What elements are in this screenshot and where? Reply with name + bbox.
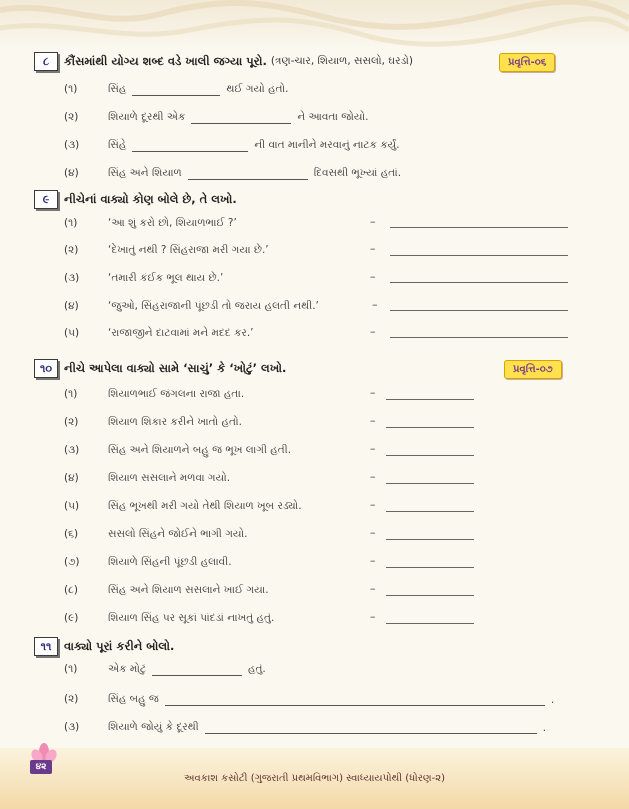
q11-item-3: (૩) શિયાળે જોયું કે દૂરથી . (64, 721, 547, 734)
q9-item-3: (૩) ‘તમારી કંઈક ભૂલ થાય છે.’ (64, 272, 224, 284)
answer-line[interactable] (386, 594, 474, 596)
q10-item-3: (૩) સિંહ અને શિયાળને બહુ જ ભૂખ લાગી હતી. (64, 444, 292, 456)
q11-title: વાક્યો પૂરાં કરીને બોલો. (64, 638, 175, 653)
q10-item-9: (૯) શિયાળ સિંહ પર સૂકાં પાંદડાં નાખતું હતું. (64, 612, 275, 624)
answer-line[interactable] (390, 281, 568, 283)
answer-line[interactable] (386, 510, 474, 512)
q8-item-2: (૨) શિયાળે દૂરથી એક ને આવતા જોયો. (64, 111, 369, 123)
answer-line[interactable] (386, 538, 474, 540)
q8-title: કૌંસમાંથી યોગ્ય શબ્દ વડે ખાલી જગ્યા પૂરો. (64, 53, 267, 68)
q10-item-8: (૮) સિંહ અને શિયાળ સસલાને ખાઈ ગયા. (64, 584, 269, 596)
q10-item-6: (૬) સસલો સિંહને જોઈને ભાગી ગયો. (64, 528, 248, 540)
q10-item-4: (૪) શિયાળ સસલાને મળવા ગયો. (64, 472, 231, 484)
footer-title: અવકાશ કસોટી (ગુજરાતી પ્રથમવિભાગ) સ્વાધ્યાયપોથી (ધોરણ-૨) (184, 773, 445, 784)
activity-badge-07: પ્રવૃત્તિ-૦૭ (504, 360, 562, 379)
q10-item-5: (૫) સિંહ ભૂખથી મરી ગયો તેથી શિયાળ ખૂબ રડ્યો. (64, 500, 302, 512)
q9-number: ૯ (34, 190, 58, 209)
q8-item-4: (૪) સિંહ અને શિયાળ દિવસથી ભૂખ્યાં હતાં. (64, 167, 402, 179)
q11-item-1: (૧) એક મોટું હતું. (64, 663, 266, 675)
q10-item-2: (૨) શિયાળ શિકાર કરીને ખાતો હતો. (64, 416, 242, 428)
answer-line[interactable] (386, 482, 474, 484)
answer-line[interactable] (390, 226, 568, 228)
activity-badge-06: પ્રવૃત્તિ-૦૬ (499, 53, 555, 72)
q8-item-1: (૧) સિંહ થઈ ગયો હતો. (64, 83, 289, 95)
fill-blank[interactable] (191, 111, 291, 124)
q8-item-3: (૩) સિંહે ની વાત માનીને મરવાનું નાટક કર્યું. (64, 139, 400, 151)
answer-line[interactable] (390, 336, 568, 338)
answer-line[interactable] (386, 426, 474, 428)
q11-number: ૧૧ (34, 637, 58, 656)
q10-item-1: (૧) શિયાળભાઈ જંગલના રાજા હતા. (64, 388, 245, 400)
fill-blank[interactable] (165, 693, 545, 706)
answer-line[interactable] (390, 254, 568, 256)
q11-heading (34, 636, 174, 656)
q9-item-1: (૧) ‘આ શું કરો છો, શિયાળભાઈ ?’ (64, 217, 237, 229)
q11-item-2: (૨) સિંહ બહુ જ . (64, 693, 555, 706)
q8-number: ૮ (34, 52, 58, 71)
q10-item-7: (૭) શિયાળે સિંહની પૂંછડી હલાવી. (64, 556, 232, 568)
fill-blank[interactable] (152, 663, 242, 676)
answer-line[interactable] (386, 454, 474, 456)
page-number: ૪૨ (30, 760, 52, 774)
q9-item-4: (૪) ‘જુઓ, સિંહરાજાની પૂંછડી તો જરાય હલતી નથી.’ (64, 300, 319, 312)
q10-number: ૧૦ (34, 359, 58, 378)
q8-heading (34, 51, 413, 71)
fill-blank[interactable] (205, 721, 537, 734)
answer-line[interactable] (386, 566, 474, 568)
answer-line[interactable] (386, 398, 474, 400)
q9-item-5: (૫) ‘રાજાજીને દાટવામાં મને મદદ કર.’ (64, 327, 254, 339)
fill-blank[interactable] (132, 139, 248, 152)
fill-blank[interactable] (188, 167, 308, 180)
answer-line[interactable] (386, 622, 474, 624)
q9-item-2: (૨) ‘દેખાતું નથી ? સિંહરાજા મરી ગયા છે.’ (64, 244, 269, 256)
q10-heading (34, 358, 286, 378)
q9-heading (34, 189, 237, 209)
q8-hint: (ત્રણ-ચાર, શિયાળ, સસલો, ઘરડો) (270, 54, 414, 67)
answer-line[interactable] (390, 309, 568, 311)
fill-blank[interactable] (132, 83, 220, 96)
q10-title: નીચે આપેલા વાક્યો સામે ‘સાચું’ કે ‘ખોટું’ લખો. (64, 360, 287, 375)
worksheet-page: ૮ કૌંસમાંથી યોગ્ય શબ્દ વડે ખાલી જગ્યા પૂરો. (ત્રણ-ચાર, શિયાળ, સસલો, ઘરડો) પ્રવૃત્તિ-૦૬ (૧) સિંહ થઈ ગયો હતો. (૨) શિયાળે દૂરથી એક ને આવતા જોયો. (૩) સિંહે ની વાત માનીને મરવાનું નાટક કર્યું. (૪) સિંહ અને શિયાળ દિવસથી ભૂખ્યાં હતાં. ૯ નીચેનાં વાક્યો કોણ બોલે છે, તે લખો. (૧) ‘આ શું કરો છો, શિયાળભાઈ ?’ – (૨) ‘દેખાતું નથી ? સિંહરાજા મરી ગયા છે.’ – (૩) ‘તમારી કંઈક ભૂલ થાય છે.’ – (૪) ‘જુઓ, સિંહરાજાની પૂંછડી તો જરાય હલતી નથી.’ – (૫) ‘રાજાજીને દાટવામાં મને મદદ કર.’ – ૧૦ નીચે આપેલા વાક્યો સામે ‘સાચું’ કે ‘ખોટું’ લખો. પ્રવૃત્તિ-૦૭ (૧) શિયાળભાઈ જંગલના રાજા હતા. – (૨) શિયાળ શિકાર કરીને ખાતો હતો. – (૩) સિંહ અને શિયાળને બહુ જ ભૂખ લાગી હતી. – (૪) શિયાળ સસલાને મળવા ગયો. – (૫) સિંહ ભૂખથી મરી ગયો તેથી શિયાળ ખૂબ રડ્યો. – (૬) સસલો સિંહને જોઈને ભાગી ગયો. – (૭) શિયાળે સિંહની પૂંછડી હલાવી. – (૮) સિંહ અને શિયાળ સસલાને ખાઈ ગયા. – (૯) શિયાળ સિંહ પર સૂકાં પાંદડાં નાખતું હતું. – ૧૧ વાક્યો પૂરાં કરીને બોલો. (૧) એક મોટું હતું. (૨) સિંહ બહુ જ . (૩) શિયાળે જોયું કે દૂરથી . (0, 0, 629, 809)
q9-title: નીચેનાં વાક્યો કોણ બોલે છે, તે લખો. (64, 191, 237, 206)
